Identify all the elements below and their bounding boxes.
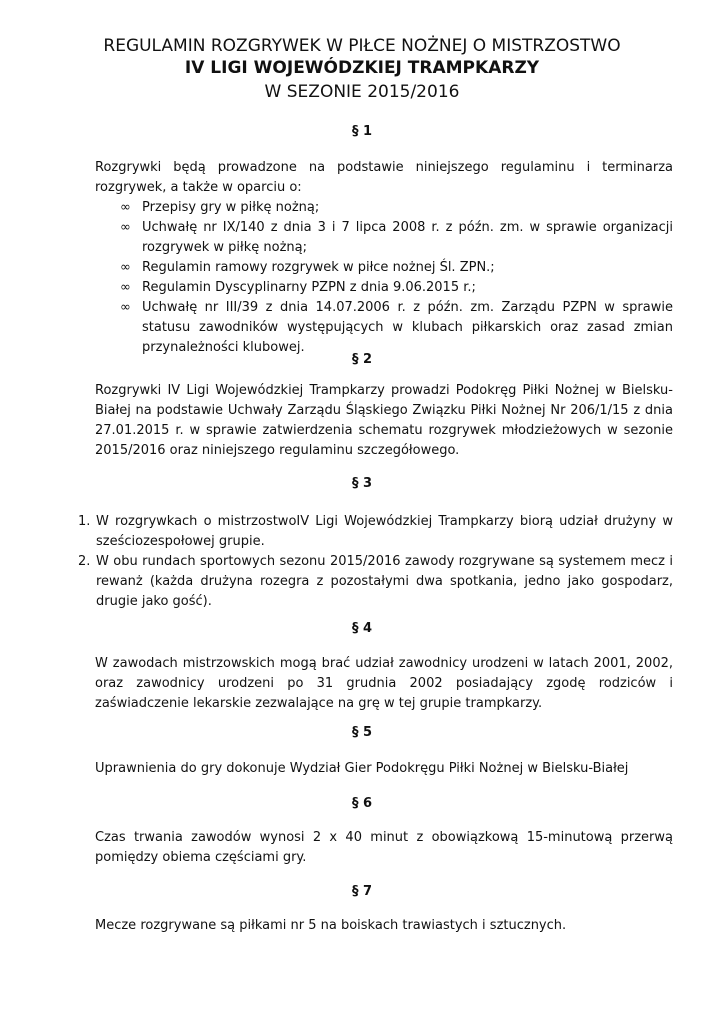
list-item: ∞ Regulamin ramowy rozgrywek w piłce nożnej Śl. ZPN.; (120, 258, 673, 278)
infinity-bullet-icon: ∞ (120, 280, 131, 295)
section-1-intro: Rozgrywki będą prowadzone na podstawie niniejszego regulaminu i terminarza rozgrywek, a także w oparciu o: (95, 160, 673, 195)
section-3-list (78, 512, 673, 612)
section-7-heading: § 7 (351, 884, 373, 899)
list-item: 1. W rozgrywkach o mistrzostwoIV Ligi Wojewódzkiej Trampkarzy biorą udział drużyny w sześciozespołowej grupie. (78, 514, 673, 549)
document-title-line-3: W SEZONIE 2015/2016 (264, 82, 460, 102)
section-5-heading: § 5 (351, 725, 373, 740)
section-7-text: Mecze rozgrywane są piłkami nr 5 na boiskach trawiastych i sztucznych. (95, 918, 567, 933)
document-title-line-2: IV LIGI WOJEWÓDZKIEJ TRAMPKARZY (184, 58, 540, 78)
list-item: ∞ Uchwałę nr IX/140 z dnia 3 i 7 lipca 2008 r. z późn. zm. w sprawie organizacji rozgrywek w piłkę nożną; (120, 220, 673, 255)
section-6-text: Czas trwania zawodów wynosi 2 x 40 minut z obowiązkową 15-minutową przerwą pomiędzy obiema częściami gry. (95, 830, 673, 865)
document-title-line-1: REGULAMIN ROZGRYWEK W PIŁCE NOŻNEJ O MISTRZOSTWO (103, 36, 621, 56)
list-item: 2. W obu rundach sportowych sezonu 2015/2016 zawody rozgrywane są systemem mecz i rewanż (każda drużyna rozegra z pozostałymi dwa spotkania, jedno jako gospodarz, drugie jako gość). (78, 554, 673, 609)
section-1-heading: § 1 (351, 124, 373, 139)
infinity-bullet-icon: ∞ (120, 200, 131, 215)
list-item: ∞ Przepisy gry w piłkę nożną; (120, 198, 673, 218)
section-6-heading: § 6 (351, 796, 373, 811)
infinity-bullet-icon: ∞ (120, 220, 131, 235)
item-number: 1. (78, 514, 91, 529)
item-number: 2. (78, 554, 91, 569)
infinity-bullet-icon: ∞ (120, 300, 131, 315)
section-1-list (120, 198, 673, 358)
section-3-heading: § 3 (351, 476, 373, 491)
infinity-bullet-icon: ∞ (120, 260, 131, 275)
section-5-text: Uprawnienia do gry dokonuje Wydział Gier Podokręgu Piłki Nożnej w Bielsku-Białej (95, 761, 629, 776)
list-item: ∞ Regulamin Dyscyplinarny PZPN z dnia 9.06.2015 r.; (120, 278, 673, 298)
section-2-text: Rozgrywki IV Ligi Wojewódzkiej Trampkarzy prowadzi Podokręg Piłki Nożnej w Bielsku-Białej na podstawie Uchwały Zarządu Śląskiego Związku Piłki Nożnej Nr 206/1/15 z dnia 27.01.2015 r. w sprawie zatwierdzenia schematu rozgrywek młodzieżowych w sezonie 2015/2016 oraz niniejszego regulaminu szczegółowego. (95, 383, 673, 458)
section-4-text: W zawodach mistrzowskich mogą brać udział zawodnicy urodzeni w latach 2001, 2002, oraz zawodnicy urodzeni po 31 grudnia 2002 posiadający zgodę rodziców i zaświadczenie lekarskie zezwalające na grę w tej grupie trampkarzy. (95, 656, 673, 711)
section-2-heading: § 2 (351, 352, 373, 367)
list-item: ∞ Uchwałę nr III/39 z dnia 14.07.2006 r. z późn. zm. Zarządu PZPN w sprawie statusu zawodników występujących w klubach piłkarskich oraz zasad zmian przynależności klubowej. (120, 300, 673, 355)
section-4-heading: § 4 (351, 621, 373, 636)
